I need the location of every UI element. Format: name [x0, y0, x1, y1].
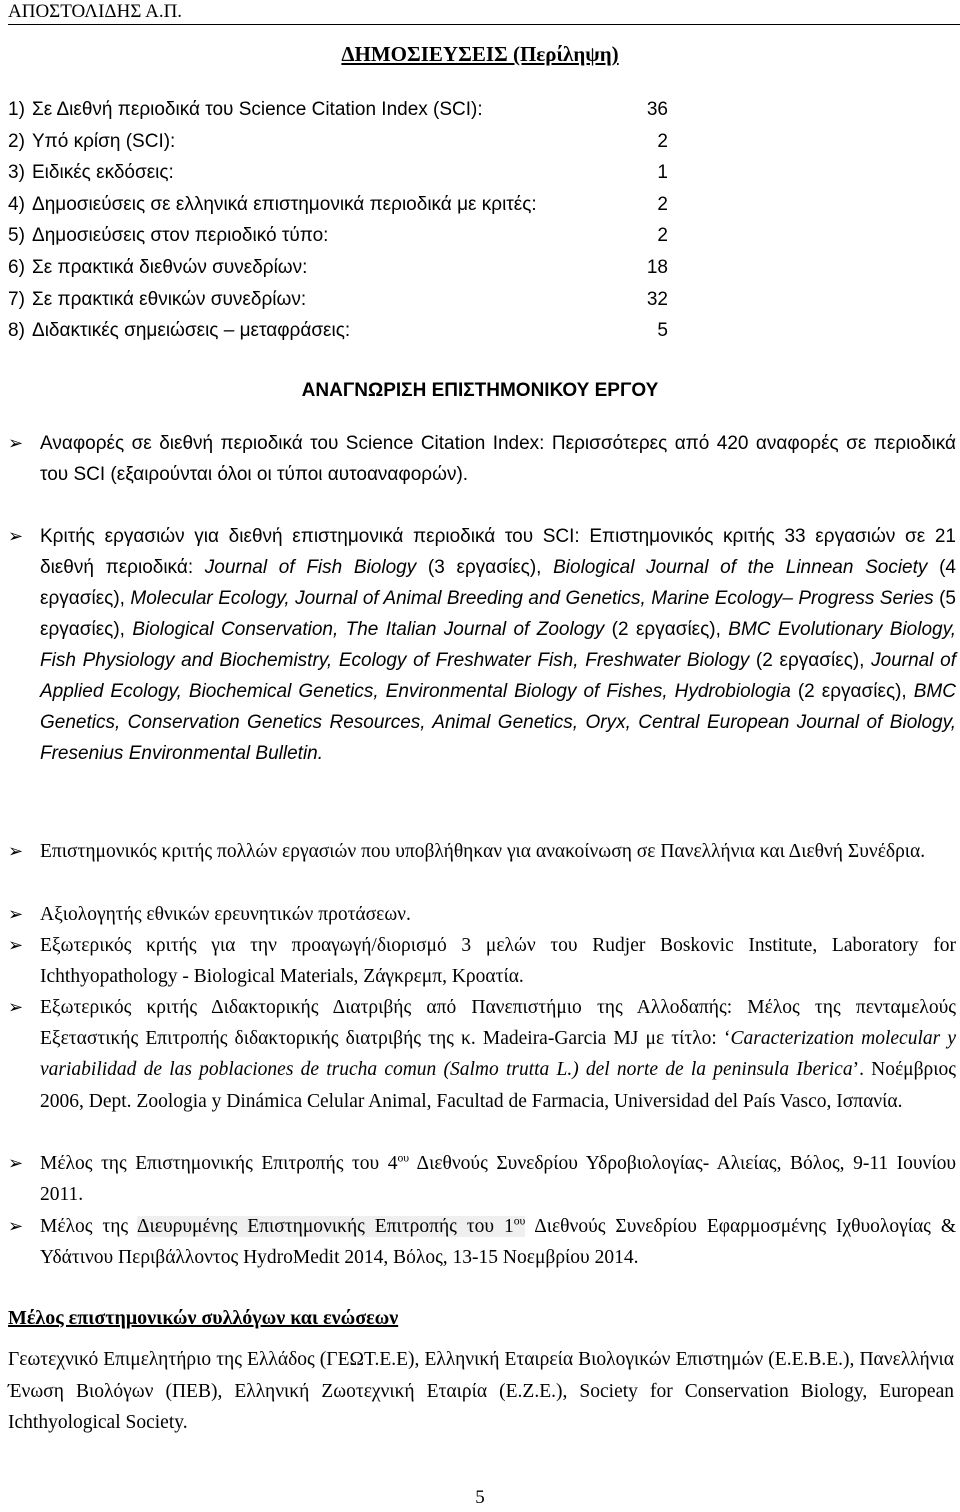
hydromedit-committee-text: Μέλος της Διευρυμένης Επιστημονικής Επιτροπής του $1^{o\upsilon}$ Διεθνούς Συνεδρίου Εφαρμοσμένης Ιχθυολογίας & Υδάτινου Περιβάλλοντος HydroMedit 2014, Βόλος, 13-15 Νοεμβρίου 2014. [40, 1214, 956, 1269]
publication-count: 2 [657, 225, 668, 247]
arrow-bullet-icon: ➢ [8, 935, 24, 955]
arrow-bullet-icon: ➢ [8, 433, 24, 453]
evaluator-bullet [8, 899, 956, 930]
author-header: ΑΠΟΣΤΟΛΙΔΗΣ Α.Π. [8, 0, 960, 25]
publication-count: 18 [646, 256, 668, 278]
publication-label: Δημοσιεύσεις σε ελληνικά επιστημονικά περιοδικά με κριτές: [32, 193, 537, 215]
publication-row: 4) Δημοσιεύσεις σε ελληνικά επιστημονικά περιοδικά με κριτές: 2 [8, 189, 668, 221]
conference-reviewer-text: Επιστημονικός κριτής πολλών εργασιών που υποβλήθηκαν για ανακοίνωση σε Πανελλήνια και Διεθνή Συνέδρια. [40, 841, 926, 862]
arrow-bullet-icon: ➢ [8, 904, 24, 924]
publication-count: 2 [657, 130, 668, 152]
publication-row: 5) Δημοσιεύσεις στον περιοδικό τύπο: 2 [8, 220, 668, 252]
members-heading: Μέλος επιστημονικών συλλόγων και ενώσεων [8, 1307, 399, 1329]
publication-label: Ειδικές εκδόσεις: [32, 162, 174, 184]
journal-names: Journal of Applied Ecology, Biochemical Genetics, Environmental Biology of Fishes, Hydrobiologia [40, 650, 956, 702]
publication-row: 3) Ειδικές εκδόσεις: 1 [8, 157, 668, 189]
journal-names: Biological Journal of the Linnean Society [553, 557, 928, 578]
publication-row: 1) Σε Διεθνή περιοδικά του Science Citation Index (SCI): 36 [8, 94, 668, 126]
reviewer-text: Κριτής εργασιών για διεθνή επιστημονικά περιοδικά του SCI: Επιστημονικός κριτής 33 εργασιών σε 21 διεθνή περιοδικά: Journal of Fish Biology (3 εργασίες), Biological Journal of the Linnean Society (4 εργασίες), Molecular Ecology, Journal of Animal Breeding and Genetics, Marine Ecology– Progress Series (5 εργασίες), Biological Conservation, The Italian Journal of Zoology (2 εργασίες), BMC Evolutionary Biology, Fish Physiology and Biochemistry, Ecology of Freshwater Fish, Freshwater Biology (2 εργασίες), Journal of Applied Ecology, Biochemical Genetics, Environmental Biology of Fishes, Hydrobiologia (2 εργασίες), BMC Genetics, Conservation Genetics Resources, Animal Genetics, Oryx, Central European Journal of Biology, Fresenius Environmental Bulletin. [40, 526, 956, 764]
highlighted-text: Διευρυμένης Επιστημονικής Επιτροπής του $1^{o\upsilon}$ [136, 1214, 526, 1237]
arrow-bullet-icon: ➢ [8, 1153, 24, 1173]
journal-names: Molecular Ecology, Journal of Animal Breeding and Genetics, Marine Ecology– Progress Series [130, 588, 934, 609]
phd-examiner-text: Εξωτερικός κριτής Διδακτορικής Διατριβής από Πανεπιστήμιο της Αλλοδαπής: Μέλος της πενταμελούς Εξεταστικής Επιτροπής διδακτορικής διατριβής της κ. Madeira-Garcia MJ με τίτλο: ‘Caracterization molecular y variabilidad de las poblaciones de trucha comun (Salmo trutta L.) del norte de la peninsula Iberica’. Νοέμβριος 2006, Dept. Zoologia y Dinámica Celular Animal, Facultad de Farmacia, Universidad del País Vasco, Ισπανία. [40, 997, 957, 1112]
members-text: Γεωτεχνικό Επιμελητήριο της Ελλάδος (ΓΕΩΤ.Ε.Ε), Ελληνική Εταιρεία Βιολογικών Επιστημών (Ε.Ε.Β.Ε.), Πανελλήνια Ένωση Βιολόγων (ΠΕΒ), Ελληνική Ζωοτεχνική Εταιρία (Ε.Ζ.Ε.), Society for Conservation Biology, European Ichthyological Society. [8, 1349, 954, 1433]
hydromedit-committee-bullet [8, 1211, 956, 1273]
journal-names: Biological Conservation, The Italian Journal of Zoology [132, 619, 605, 640]
journal-names: BMC Evolutionary Biology, Fish Physiology and Biochemistry, Ecology of Freshwater Fish, Freshwater Biology [40, 619, 956, 671]
arrow-bullet-icon: ➢ [8, 1216, 24, 1236]
publication-row: 8) Διδακτικές σημειώσεις – μεταφράσεις: 5 [8, 315, 668, 347]
publication-label: Σε Διεθνή περιοδικά του Science Citation Index (SCI): [32, 99, 483, 120]
publication-label: Σε πρακτικά διεθνών συνεδρίων: [32, 256, 308, 278]
journal-names: BMC Genetics, Conservation Genetics Resources, Animal Genetics, Oryx, Central European Journal of Biology, Fresenius Environmental Bulletin. [40, 681, 956, 764]
page-title: ΔΗΜΟΣΙΕΥΣΕΙΣ (Περίληψη) [341, 42, 619, 66]
publication-row: 6) Σε πρακτικά διεθνών συνεδρίων: 18 [8, 252, 668, 284]
publication-count: 32 [646, 288, 668, 310]
journal-names: Journal of Fish Biology [204, 557, 417, 578]
external-reviewer-text: Εξωτερικός κριτής για την προαγωγή/διορισμό 3 μελών του Rudjer Boskovic Institute, Laboratory for Ichthyopathology - Biological Materials, Ζάγκρεμπ, Κροατία. [40, 935, 956, 988]
citations-bullet [8, 428, 956, 490]
publication-count: 5 [657, 320, 668, 342]
external-reviewer-bullet [8, 930, 956, 992]
arrow-bullet-icon: ➢ [8, 841, 24, 861]
page-number: 5 [475, 1487, 485, 1508]
evaluator-text: Αξιολογητής εθνικών ερευνητικών προτάσεων. [40, 904, 411, 925]
recognition-heading: ΑΝΑΓΝΩΡΙΣΗ ΕΠΙΣΤΗΜΟΝΙΚΟΥ ΕΡΓΟΥ [301, 380, 659, 401]
citations-text: Αναφορές σε διεθνή περιοδικά του Science Citation Index: Περισσότερες από 420 αναφορές σε περιοδικά του SCI (εξαιρούνται όλοι οι τύποι αυτοαναφορών). [40, 433, 956, 485]
publication-label: Σε πρακτικά εθνικών συνεδρίων: [32, 288, 307, 310]
publication-count: 1 [657, 162, 668, 184]
arrow-bullet-icon: ➢ [8, 997, 24, 1017]
publication-label: Υπό κρίση (SCI): [32, 130, 176, 152]
publication-row: 7) Σε πρακτικά εθνικών συνεδρίων: 32 [8, 284, 668, 316]
publication-label: Δημοσιεύσεις στον περιοδικό τύπο: [32, 225, 329, 247]
publications-list [8, 94, 668, 347]
publication-count: 36 [646, 99, 668, 120]
conference-reviewer-bullet [8, 836, 956, 867]
publication-label: Διδακτικές σημειώσεις – μεταφράσεις: [32, 320, 351, 342]
arrow-bullet-icon: ➢ [8, 526, 24, 546]
phd-examiner-bullet [8, 992, 956, 1117]
publication-row: 2) Υπό κρίση (SCI): 2 [8, 126, 668, 158]
reviewer-bullet [8, 521, 956, 769]
thesis-title: Caracterization molecular y variabilidad de las poblaciones de trucha comun (Salmo trutta L.) del norte de la peninsula Iberica [40, 1028, 956, 1081]
hydrobiology-committee-bullet [8, 1148, 956, 1210]
publication-count: 2 [657, 193, 668, 215]
hydrobiology-committee-text: Μέλος της Επιστημονικής Επιτροπής του $4^{o\upsilon}$ Διεθνούς Συνεδρίου Υδροβιολογίας- Αλιείας, Βόλος, 9-11 Ιουνίου 2011. [40, 1151, 956, 1206]
